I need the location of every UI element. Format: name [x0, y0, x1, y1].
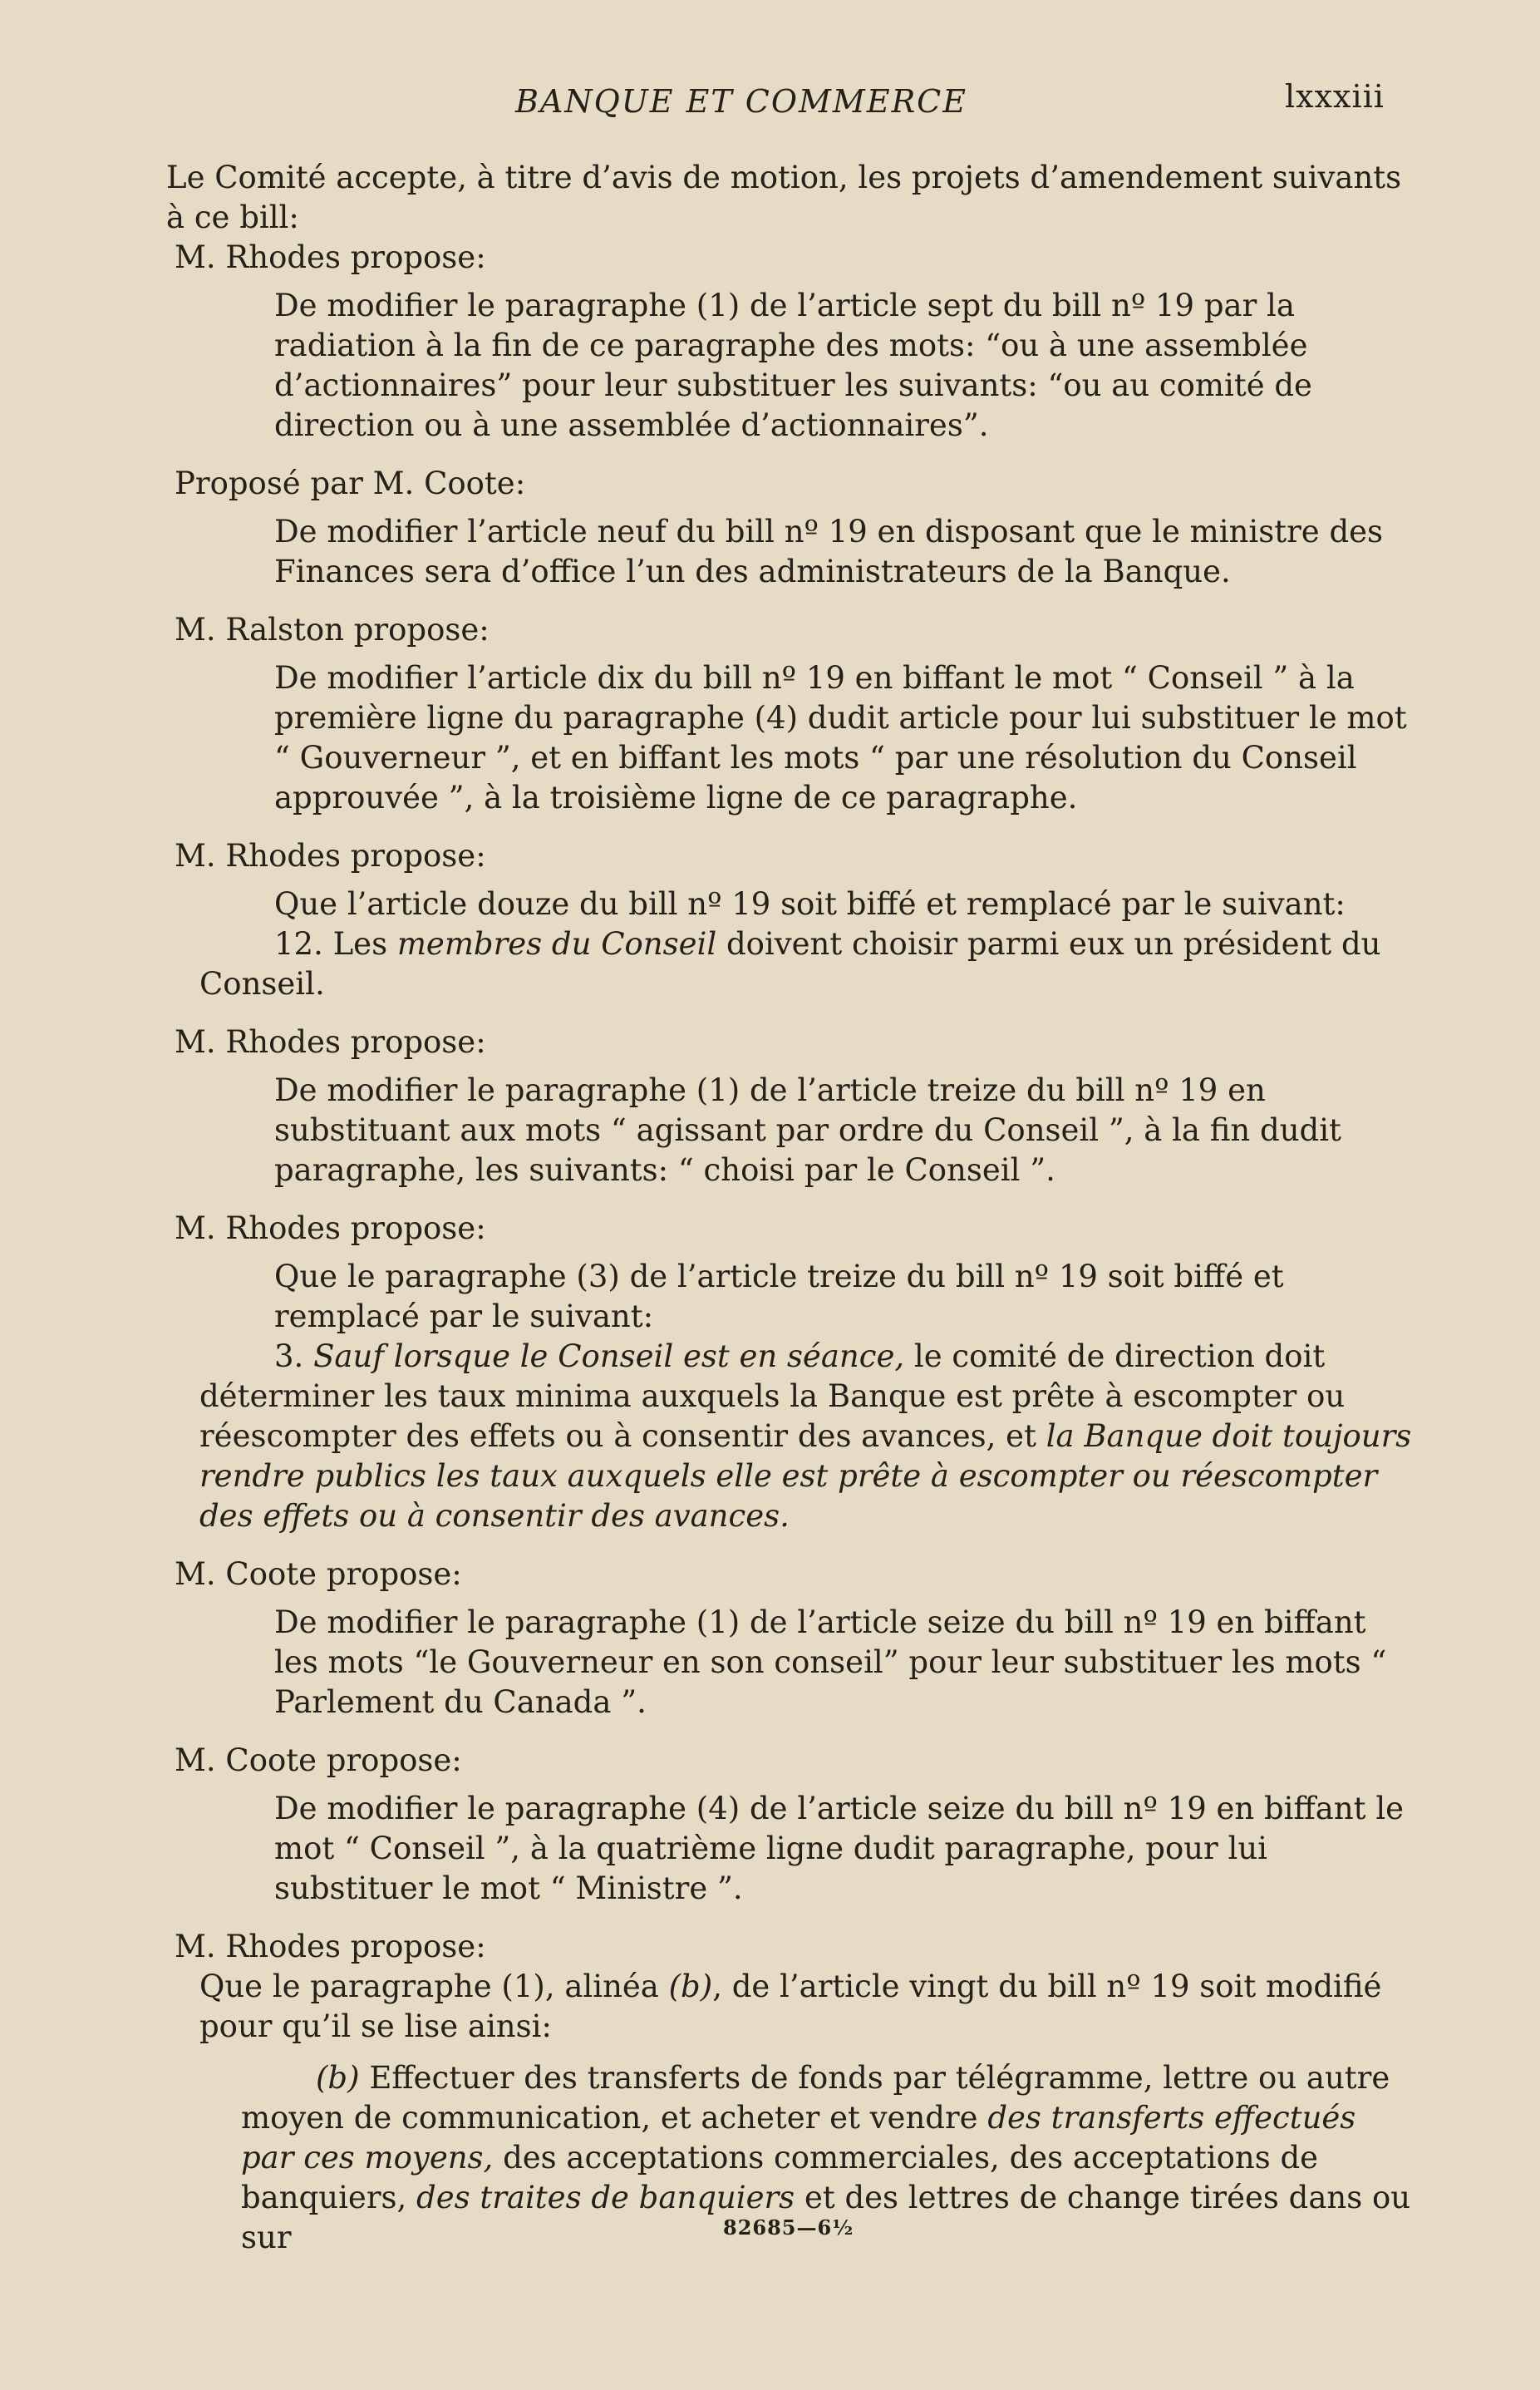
signature-mark: 82685—6½	[723, 2215, 854, 2240]
item-italic: des transferts effectués par ces moyens,	[241, 2100, 1356, 2176]
motion-text: De modifier le paragraphe (1) de l’article seize du bill nº 19 en biffant les mots “le Gouverneur en son conseil” pour leur substituer les mots “ Parlement du Canada ”.	[274, 1604, 1387, 1720]
motion-text-content: , de l’article vingt du bill nº 19 soit modifié pour qu’il se lise ainsi:	[199, 1969, 1382, 2044]
motion-mover: M. Rhodes propose:	[175, 1929, 486, 1964]
item-number: 3.	[274, 1338, 304, 1374]
motion-mover: M. Ralston propose:	[175, 612, 490, 648]
motion-mover: M. Rhodes propose:	[175, 1024, 486, 1060]
motion-text: De modifier le paragraphe (1) de l’article treize du bill nº 19 en substituant aux mots “ agissant par ordre du Conseil ”, à la fin dudit paragraphe, les suivants: “ choisi par le Conseil ”.	[274, 1072, 1341, 1188]
motion-mover: M. Rhodes propose:	[175, 838, 486, 874]
item-italic: la Banque doit toujours rendre publics les taux auxquels elle est prête à escompter ou réescompter des effets ou à consentir des avances.	[199, 1418, 1412, 1534]
item-text: doivent choisir parmi eux un président du Conseil.	[199, 926, 1381, 1002]
item-number: (b)	[316, 2060, 360, 2096]
motion-text	[166, 1967, 1413, 2047]
item-italic: Sauf lorsque le Conseil est en séance,	[313, 1338, 905, 1374]
motion-text: De modifier le paragraphe (4) de l’article seize du bill nº 19 en biffant le mot “ Conseil ”, à la quatrième ligne dudit paragraphe, pour lui substituer le mot “ Ministre ”.	[274, 1791, 1405, 1906]
intro-paragraph: Le Comité accepte, à titre d’avis de motion, les projets d’amendement suivants à ce bill:	[166, 160, 1402, 235]
motion-mover: M. Coote propose:	[175, 1742, 462, 1778]
motion-text	[166, 286, 1413, 446]
running-title: BANQUE ET COMMERCE	[515, 83, 967, 120]
motion-mover: Proposé par M. Coote:	[175, 466, 526, 501]
page-header	[0, 78, 1540, 133]
motion-text: De modifier l’article neuf du bill nº 19 en disposant que le ministre des Finances sera d’office l’un des administrateurs de la Banque.	[274, 514, 1384, 589]
motion-text-italic: (b)	[668, 1969, 713, 2004]
item-text: le comité de direction doit déterminer les taux minima auxquels la Banque est prête à escompter ou réescompter des effets ou à consentir des avances, et	[199, 1338, 1346, 1454]
motion-mover: M. Coote propose:	[175, 1556, 462, 1592]
item-italic: des traites de banquiers	[416, 2180, 795, 2215]
replacement-article	[166, 924, 1413, 1004]
page-body	[166, 158, 1413, 2258]
item-italic: membres du Conseil	[396, 926, 717, 962]
motion-text-content: De modifier le paragraphe (1) de l’article sept du bill nº 19 par la radiation à la fin de ce paragraphe des mots: “ou à une assemblée d’actionnaires” pour leur substituer les suivants: “ou au comité de direction ou à une assemblée d’actionnaires”.	[274, 288, 1312, 443]
item-text: et des lettres de change tirées dans ou sur	[241, 2180, 1411, 2255]
motion-text: De modifier l’article dix du bill nº 19 en biffant le mot “ Conseil ” à la première ligne du paragraphe (4) dudit article pour lui substituer le mot “ Gouverneur ”, et en biffant les mots “ par une résolution du Conseil approuvée ”, à la troisième ligne de ce paragraphe.	[274, 660, 1407, 816]
item-text: Effectuer des transferts de fonds par télégramme, lettre ou autre moyen de communication, et acheter et vendre	[241, 2060, 1390, 2136]
replacement-article	[166, 1337, 1413, 1536]
item-text: des acceptations commerciales, des acceptations de banquiers,	[241, 2140, 1319, 2215]
motion-text: Que le paragraphe (3) de l’article treize du bill nº 19 soit biffé et remplacé par le suivant:	[274, 1259, 1284, 1334]
motion-mover: M. Rhodes propose:	[175, 1210, 486, 1246]
page-number: lxxxiii	[1285, 78, 1385, 115]
motion-text-content: Que le paragraphe (1), alinéa	[199, 1969, 659, 2004]
item-text: Les	[332, 926, 388, 962]
item-number: 12.	[274, 926, 323, 962]
motion-mover: M. Rhodes propose:	[175, 239, 486, 275]
motion-text: Que l’article douze du bill nº 19 soit biffé et remplacé par le suivant:	[274, 886, 1346, 922]
